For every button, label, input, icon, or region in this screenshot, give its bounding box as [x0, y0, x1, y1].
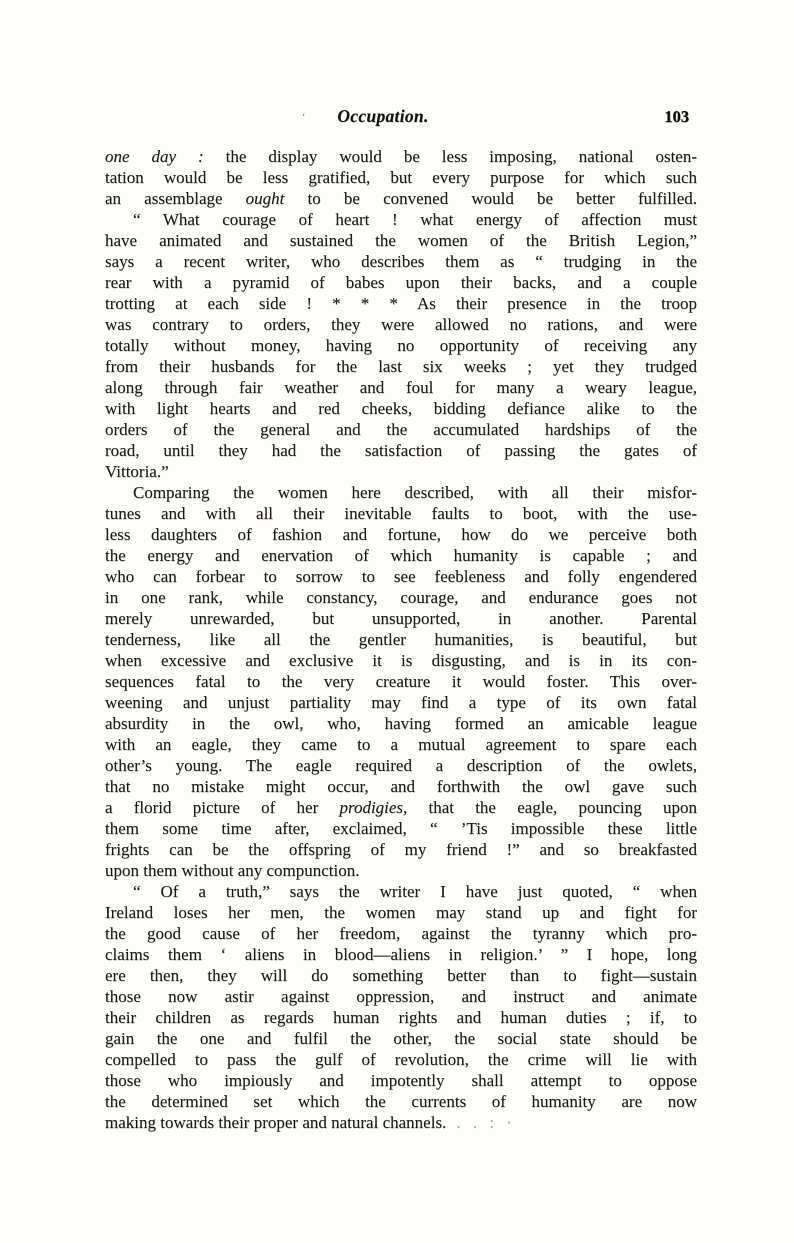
- text-line: with light hearts and red cheeks, bidding defiance alike to the: [105, 399, 697, 418]
- text-line: compelled to pass the gulf of revolution, the crime will lie with: [105, 1050, 697, 1069]
- text-line: along through fair weather and foul for many a weary league,: [105, 378, 697, 397]
- text-line: merely unrewarded, but unsupported, in another. Parental: [105, 609, 697, 628]
- running-header-title: Occupation.: [337, 106, 429, 126]
- text-line: less daughters of fashion and fortune, how do we perceive both: [105, 525, 697, 544]
- text-line: who can forbear to sorrow to see feebleness and folly engendered: [105, 567, 697, 586]
- text-line: absurdity in the owl, who, having formed an amicable league: [105, 714, 697, 733]
- text-line: orders of the general and the accumulated hardships of the: [105, 420, 697, 439]
- text-line: upon them without any compunction.: [105, 861, 360, 880]
- ink-speck: ‘: [301, 110, 305, 124]
- text-line: Comparing the women here described, with all their misfor-: [133, 483, 697, 502]
- text-line: that no mistake might occur, and forthwith the owl gave such: [105, 777, 697, 796]
- text-line: trotting at each side ! * * * As their presence in the troop: [105, 294, 697, 313]
- text-line: says a recent writer, who describes them as “ trudging in the: [105, 252, 697, 271]
- text-line: “ What courage of heart ! what energy of affection must: [133, 210, 697, 229]
- text-line: when excessive and exclusive it is disgusting, and is in its con-: [105, 651, 697, 670]
- paragraph: [105, 146, 697, 209]
- text-line: the determined set which the currents of humanity are now: [105, 1092, 697, 1111]
- paragraph: [105, 209, 697, 482]
- text-line: road, until they had the satisfaction of passing the gates of: [105, 441, 697, 460]
- text-line: claims them ‘ aliens in blood—aliens in religion.’ ” I hope, long: [105, 945, 697, 964]
- paragraph: [105, 482, 697, 881]
- running-header: [105, 106, 697, 130]
- text-line: those who impiously and impotently shall attempt to oppose: [105, 1071, 697, 1090]
- text-line: frights can be the offspring of my friend !” and so breakfasted: [105, 840, 697, 859]
- text-line: gain the one and fulfil the other, the social state should be: [105, 1029, 697, 1048]
- text-line: them some time after, exclaimed, “ ’Tis impossible these little: [105, 819, 697, 838]
- text-line: Ireland loses her men, the women may stand up and fight for: [105, 903, 697, 922]
- text-line: tunes and with all their inevitable faults to boot, with the use-: [105, 504, 697, 523]
- text-line: was contrary to orders, they were allowed no rations, and were: [105, 315, 697, 334]
- text-line: Vittoria.”: [105, 462, 169, 481]
- text-line: in one rank, while constancy, courage, and endurance goes not: [105, 588, 697, 607]
- text-line: totally without money, having no opportunity of receiving any: [105, 336, 697, 355]
- text-line: those now astir against oppression, and instruct and animate: [105, 987, 697, 1006]
- scan-artifact-dots: . . : ·: [456, 1113, 516, 1132]
- text-line: rear with a pyramid of babes upon their backs, and a couple: [105, 273, 697, 292]
- text-line: the energy and enervation of which humanity is capable ; and: [105, 546, 697, 565]
- text-line: “ Of a truth,” says the writer I have just quoted, “ when: [133, 882, 697, 901]
- text-block: [105, 146, 697, 1133]
- paragraph: [105, 881, 697, 1133]
- text-line: other’s young. The eagle required a description of the owlets,: [105, 756, 697, 775]
- text-line: tenderness, like all the gentler humanities, is beautiful, but: [105, 630, 697, 649]
- text-line: an assemblage ought to be convened would be better fulfilled.: [105, 189, 697, 208]
- text-line: have animated and sustained the women of the British Legion,”: [105, 231, 697, 250]
- text-line: weening and unjust partiality may find a type of its own fatal: [105, 693, 697, 712]
- page-number: 103: [664, 107, 689, 126]
- text-line: making towards their proper and natural channels. . . : ·: [105, 1113, 516, 1132]
- text-line: from their husbands for the last six weeks ; yet they trudged: [105, 357, 697, 376]
- text-line: tation would be less gratified, but every purpose for which such: [105, 168, 697, 187]
- text-line: one day : the display would be less imposing, national osten-: [105, 147, 697, 166]
- text-line: ere then, they will do something better than to fight—sustain: [105, 966, 697, 985]
- text-line: a florid picture of her prodigies, that the eagle, pouncing upon: [105, 798, 697, 817]
- text-line: sequences fatal to the very creature it would foster. This over-: [105, 672, 697, 691]
- text-line: the good cause of her freedom, against the tyranny which pro-: [105, 924, 697, 943]
- text-line: with an eagle, they came to a mutual agreement to spare each: [105, 735, 697, 754]
- text-line: their children as regards human rights and human duties ; if, to: [105, 1008, 697, 1027]
